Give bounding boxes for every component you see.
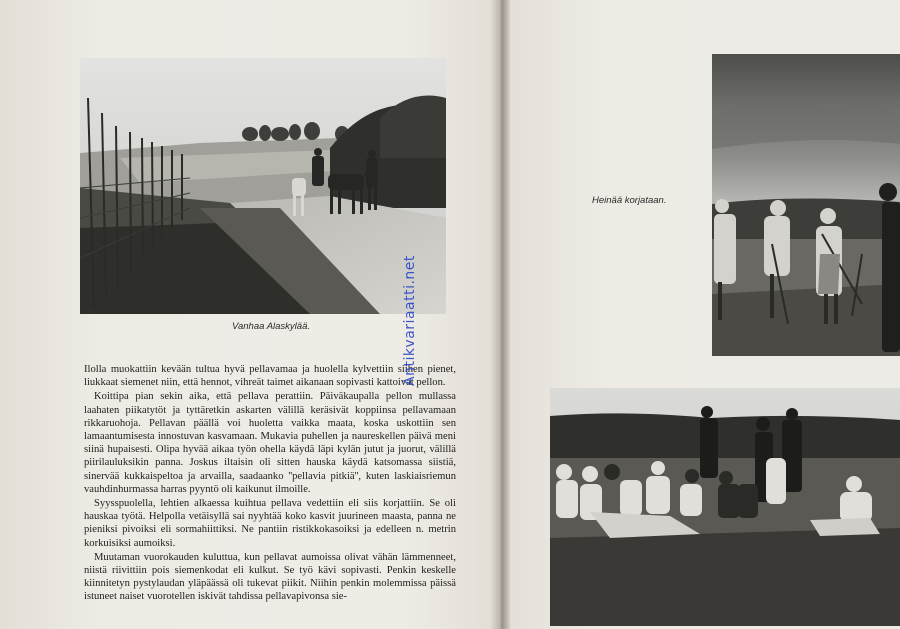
photo-caption-left: Vanhaa Alaskylää. xyxy=(232,321,310,332)
book-gutter xyxy=(490,0,512,629)
paragraph-1: Ilolla muokattiin kevään tultua hyvä pellavamaa ja huolella kylvettiin siihen pienet, liukkaat siemenet niin, että hennot, vihreät taimet aikanaan sopivasti kattoivat pellon. xyxy=(84,364,456,389)
photo-caption-right: Heinää korjataan. xyxy=(592,195,667,206)
paragraph-2: Koittipa pian sekin aika, että pellava perattiin. Päiväkaupalla pellon mullassa laahaten piikatytöt ja tyttäretkin askarten välillä keräsivät koppiinsa pellavamaan rikkaruohoja. Pellavan päällä voi huoletta vaikka maata, koska uskottiin sen lamaantumisesta innostuvan kasvamaan. Mukavia puhellen ja naureskellen päivä meni siinä hupaisesti. Olipa hyvää aikaa työn ohella käydä läpi kylän jutut ja juorut, välillä piirilauluksikin panna. Joskus iltaisin oli sitten hauska käydä katsomassa siistiä, sinervää kukkaispeltoa ja arvailla, saadaanko ''pellavia pitkiä'', kuten laskiaisriemun vauhdinhurmassa harras pyyntö oli kaikunut ilmoille. xyxy=(84,391,456,495)
photo-group-resting xyxy=(550,388,900,626)
watermark-text: Antikvariaatti.net xyxy=(402,255,418,386)
paragraph-3: Syysspuolella, lehtien alkaessa kuihtua pellava vedettiin eli siis korjattiin. Se oli hauskaa työtä. Helpolla vetäisyllä sai nyyhtää koko kasvit juurineen maasta, panna ne pieniksi pivoiksi eli sormahiittiksi. Ne pantiin ristikkokasoiksi ja edelleen n. metrin korkuisiksi aumoiksi. xyxy=(84,498,456,549)
photo-village-road xyxy=(80,58,446,314)
paragraph-4: Muutaman vuorokauden kuluttua, kun pellavat aumoissa olivat vähän lämmenneet, niistä riivittiin pois siemenkodat eli kulkut. Se työ kävi sopivasti. Penkin keskelle kiinnitetyn pystylaudan yläpäässä oli tukevat piikit. Niihin penkin molemmissa päissä istuneet naiset vuorotellen iskivät tahdissa pellavapivonsa sie- xyxy=(84,551,456,603)
body-text xyxy=(84,363,456,605)
right-page xyxy=(510,0,900,629)
photo-haymaking xyxy=(712,54,900,356)
